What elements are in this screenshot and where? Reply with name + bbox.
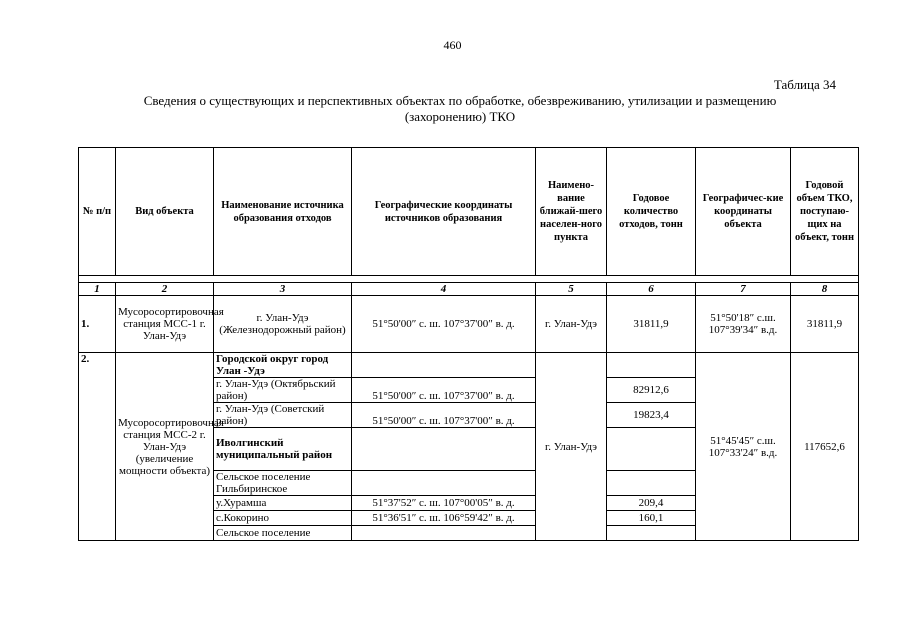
document-title: Сведения о существующих и перспективных объектах по обработке, обезвреживанию, утилизации и размещению (захоронению) ТКО bbox=[143, 93, 777, 124]
source-name: Иволгинский муниципальный район bbox=[214, 428, 352, 471]
table-row bbox=[79, 296, 859, 353]
column-number: 5 bbox=[536, 283, 607, 296]
column-number: 4 bbox=[352, 283, 536, 296]
source-coords: 51°50'00″ с. ш. 107°37'00″ в. д. bbox=[352, 296, 536, 353]
header-cell: Наимено-вание ближай-шего населен-ного пункта bbox=[536, 148, 607, 276]
source-coords bbox=[352, 526, 536, 541]
row-number: 1. bbox=[79, 296, 116, 353]
annual-amount: 209,4 bbox=[607, 496, 696, 511]
annual-amount: 160,1 bbox=[607, 511, 696, 526]
object-coords: 51°50'18″ с.ш. 107°39'34″ в.д. bbox=[696, 296, 791, 353]
object-coords: 51°45'45″ с.ш. 107°33'24″ в.д. bbox=[696, 353, 791, 541]
column-number: 7 bbox=[696, 283, 791, 296]
source-name: г. Улан-Удэ (Советский район) bbox=[214, 403, 352, 428]
column-number: 2 bbox=[116, 283, 214, 296]
header-cell: Годовое количество отходов, тонн bbox=[607, 148, 696, 276]
column-number: 1 bbox=[79, 283, 116, 296]
table-label: Таблица 34 bbox=[773, 77, 836, 92]
source-coords bbox=[352, 428, 536, 471]
annual-amount bbox=[607, 526, 696, 541]
header-row bbox=[79, 148, 859, 276]
source-coords bbox=[352, 353, 536, 378]
object-type: Мусоросортировочная станция МСС-1 г. Улан-Удэ bbox=[116, 296, 214, 353]
source-coords: 51°37'52″ с. ш. 107°00'05″ в. д. bbox=[352, 496, 536, 511]
source-coords: 51°50'00″ с. ш. 107°37'00″ в. д. bbox=[352, 403, 536, 428]
page-number: 460 bbox=[443, 38, 462, 52]
column-number-row bbox=[79, 283, 859, 296]
source-name: у.Хурамша bbox=[214, 496, 352, 511]
source-name: Городской округ город Улан -Удэ bbox=[214, 353, 352, 378]
source-name: Сельское поселение bbox=[214, 526, 352, 541]
source-coords: 51°36'51″ с. ш. 106°59'42″ в. д. bbox=[352, 511, 536, 526]
settlement: г. Улан-Удэ bbox=[536, 353, 607, 541]
annual-amount bbox=[607, 353, 696, 378]
column-number: 6 bbox=[607, 283, 696, 296]
source-coords: 51°50'00″ с. ш. 107°37'00″ в. д. bbox=[352, 378, 536, 403]
source-name: Сельское поселение Гильбиринское bbox=[214, 471, 352, 496]
annual-amount: 82912,6 bbox=[607, 378, 696, 403]
header-cell: Годовой объем ТКО, поступаю-щих на объект, тонн bbox=[791, 148, 859, 276]
annual-volume: 117652,6 bbox=[791, 353, 859, 541]
source-coords bbox=[352, 471, 536, 496]
column-number: 8 bbox=[791, 283, 859, 296]
header-cell: Географичес-кие координаты объекта bbox=[696, 148, 791, 276]
annual-volume: 31811,9 bbox=[791, 296, 859, 353]
settlement: г. Улан-Удэ bbox=[536, 296, 607, 353]
annual-amount bbox=[607, 471, 696, 496]
annual-amount: 19823,4 bbox=[607, 403, 696, 428]
header-cell: № п/п bbox=[79, 148, 116, 276]
waste-objects-table bbox=[78, 147, 859, 541]
source-name: г. Улан-Удэ (Железнодорожный район) bbox=[214, 296, 352, 353]
object-type: Мусоросортировочная станция МСС-2 г. Улан-Удэ (увеличение мощности объекта) bbox=[116, 353, 214, 541]
row-number: 2. bbox=[79, 353, 116, 541]
column-number: 3 bbox=[214, 283, 352, 296]
header-cell: Наименование источника образования отходов bbox=[214, 148, 352, 276]
header-cell: Вид объекта bbox=[116, 148, 214, 276]
header-cell: Географические координаты источников образования bbox=[352, 148, 536, 276]
source-name: г. Улан-Удэ (Октябрьский район) bbox=[214, 378, 352, 403]
annual-amount bbox=[607, 428, 696, 471]
source-name: с.Кокорино bbox=[214, 511, 352, 526]
annual-amount: 31811,9 bbox=[607, 296, 696, 353]
